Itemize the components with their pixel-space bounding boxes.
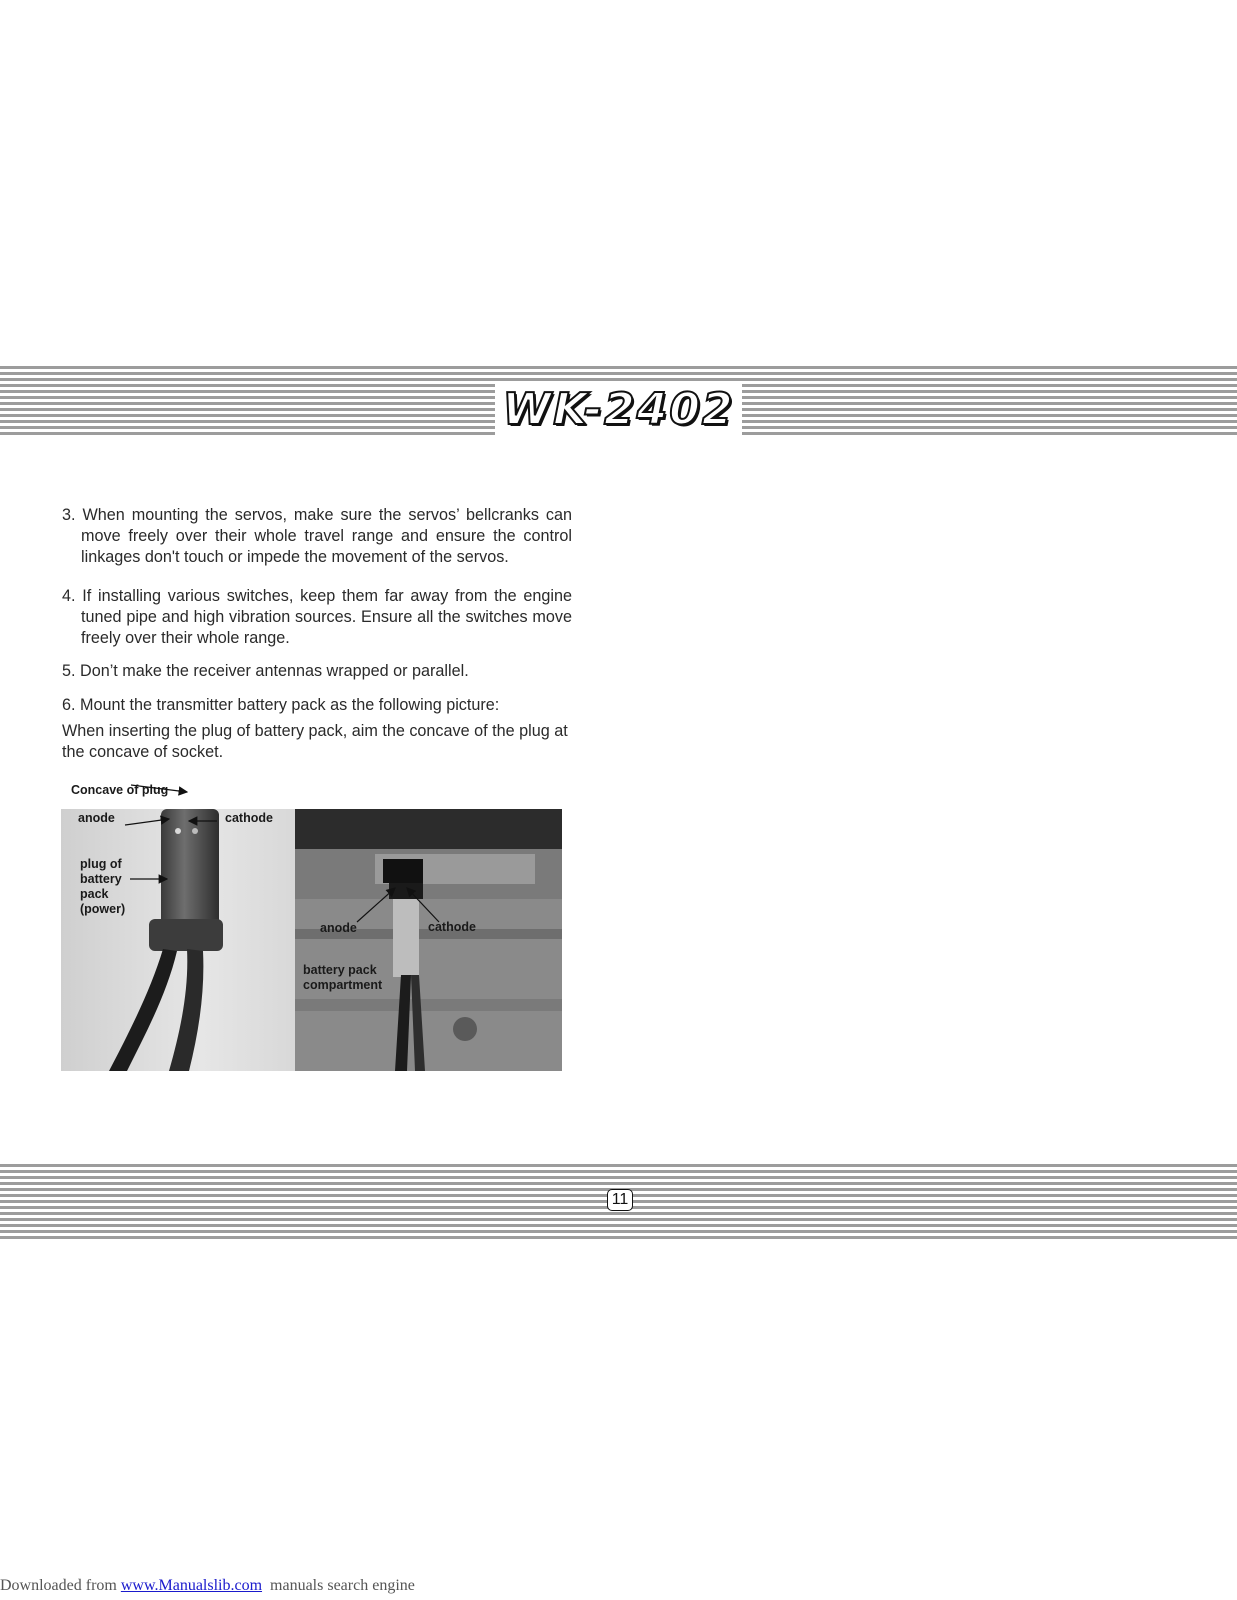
step-3: 3. When mounting the servos, make sure the servos’ bellcranks can move freely over their whole travel range and ensure the control linkages don't touch or impede the movement of the servos.: [62, 506, 572, 566]
compartment-label-line: compartment: [303, 978, 383, 992]
battery-figure: [61, 783, 562, 1071]
plug-label-line: (power): [80, 902, 126, 916]
plug-label-line: pack: [80, 887, 109, 901]
plug-label-line: battery: [80, 872, 122, 886]
footer-suffix: manuals search engine: [262, 1577, 415, 1594]
download-footer: [0, 1577, 415, 1595]
right-cathode-label: cathode: [428, 920, 476, 934]
plug-label: [80, 857, 125, 917]
step-5: 5. Don’t make the receiver antennas wrapped or parallel.: [62, 662, 469, 680]
left-anode-label: anode: [78, 811, 115, 825]
page-number: 11: [607, 1189, 633, 1211]
instructions: [62, 505, 572, 763]
compartment-label-line: battery pack: [303, 963, 377, 977]
manualslib-link[interactable]: www.Manualslib.com: [120, 1577, 263, 1594]
step-6: 6. Mount the transmitter battery pack as the following picture:: [62, 696, 500, 714]
product-logo: WK-2402: [0, 384, 1237, 435]
annotation-arrows: [61, 783, 562, 1071]
compartment-label: [303, 963, 382, 993]
figure-caption: Concave of plug: [71, 783, 169, 797]
footer-prefix: Downloaded from: [0, 1577, 121, 1594]
step-4: 4. If installing various switches, keep them far away from the engine tuned pipe and high vibration sources. Ensure all the switches move freely over their whole range.: [62, 587, 572, 647]
plug-note: When inserting the plug of battery pack, aim the concave of the plug at the concave of socket.: [62, 722, 568, 761]
right-anode-label: anode: [320, 921, 357, 935]
left-cathode-label: cathode: [225, 811, 273, 825]
plug-label-line: plug of: [80, 857, 122, 871]
